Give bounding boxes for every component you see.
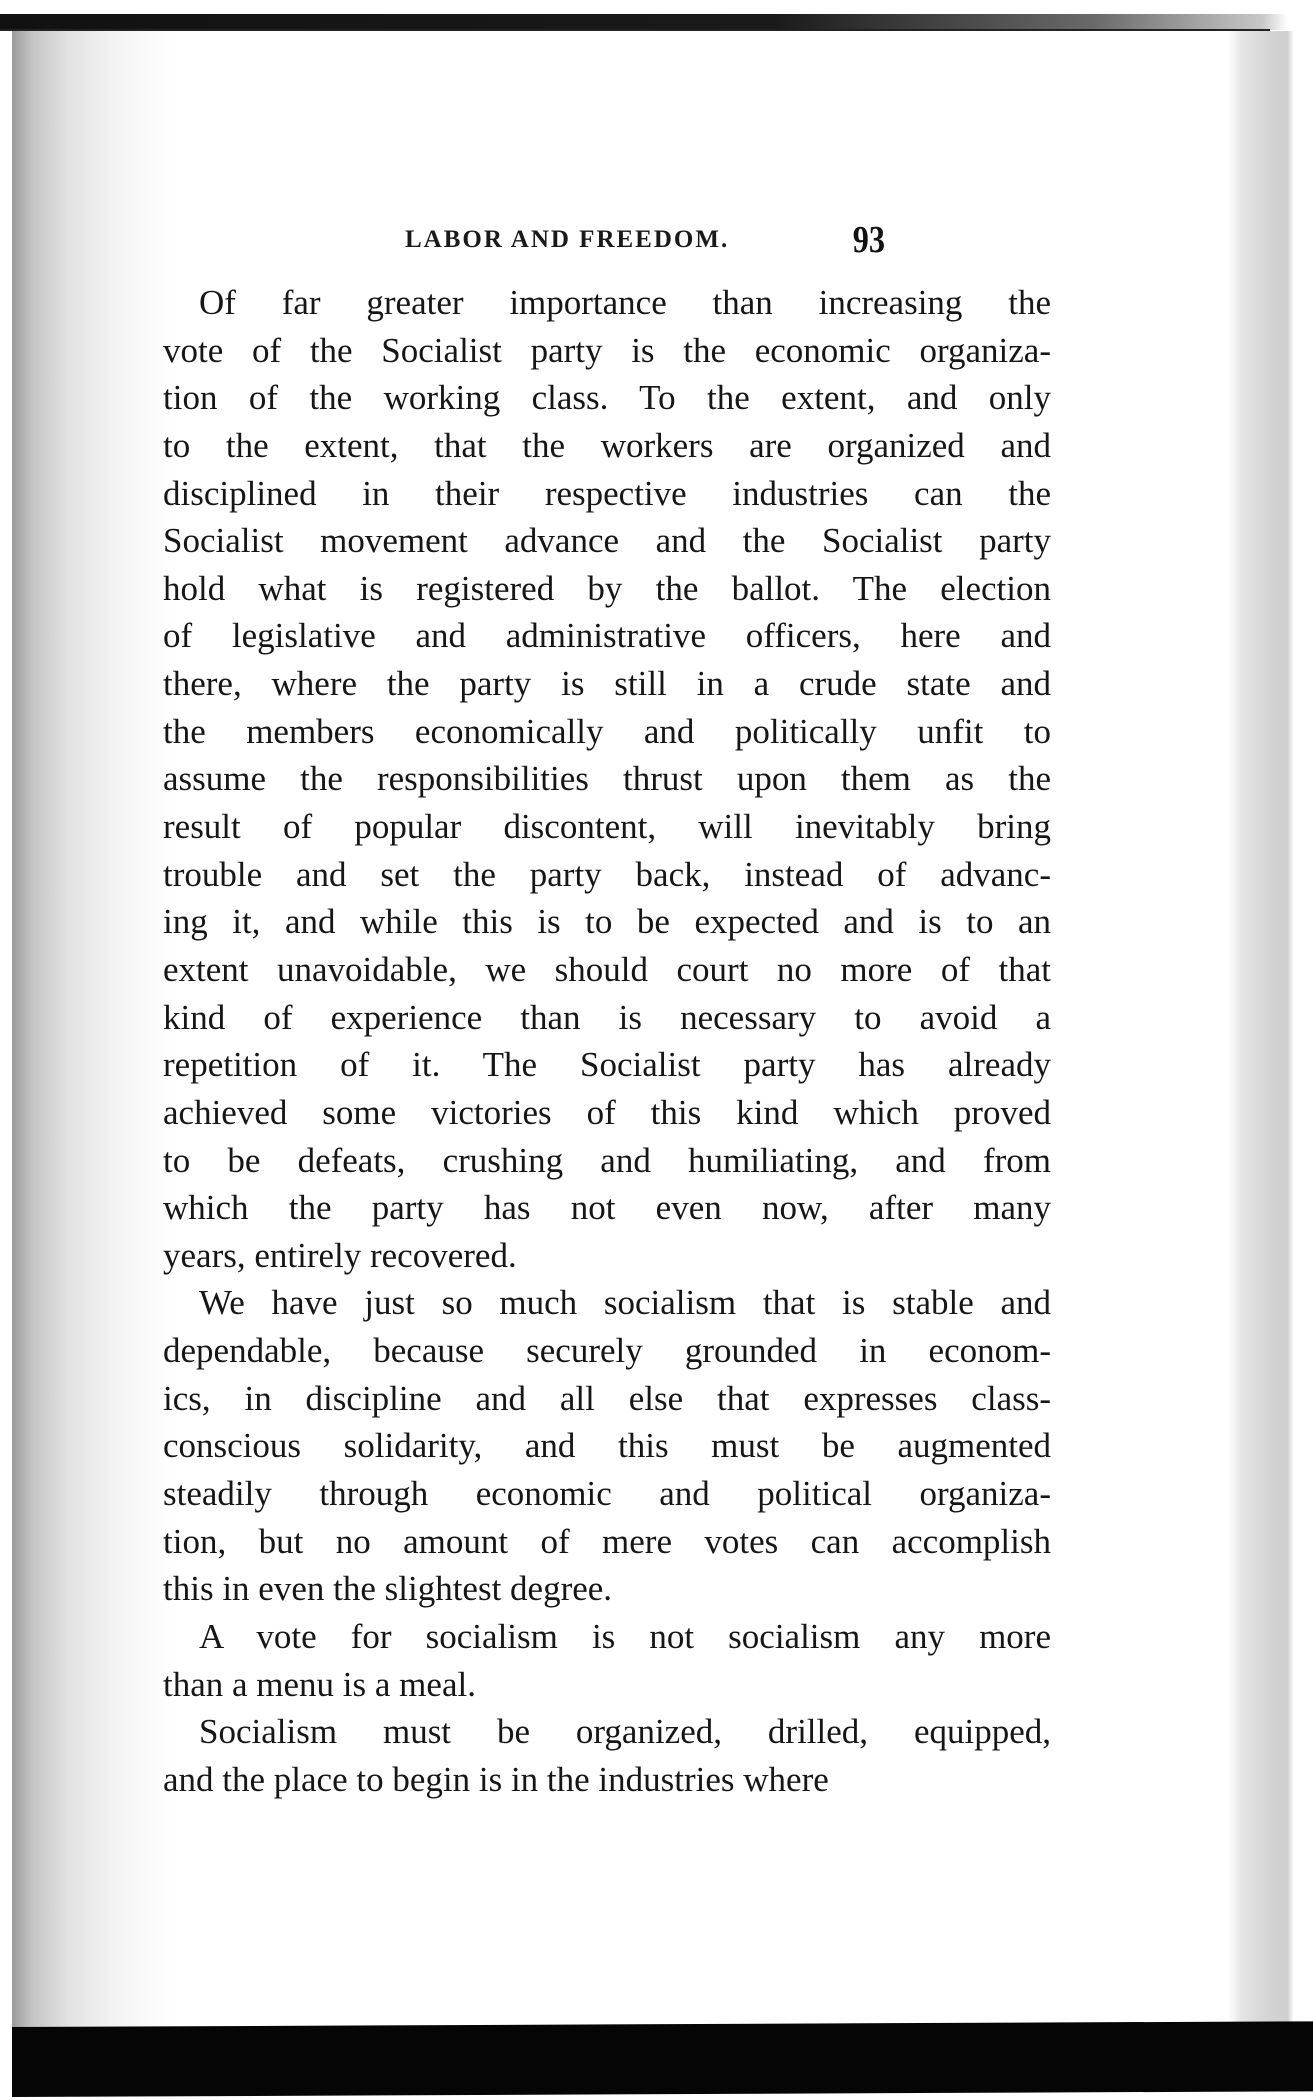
- text-line: kind of experience than is necessary to avoid a: [163, 997, 1051, 1037]
- text-line: vote of the Socialist party is the economic organiza-: [163, 330, 1051, 370]
- text-line: tion, but no amount of mere votes can accomplish: [163, 1521, 1051, 1561]
- text-line: to be defeats, crushing and humiliating, and from: [163, 1140, 1051, 1180]
- text-line: tion of the working class. To the extent, and only: [163, 378, 1051, 418]
- text-line: extent unavoidable, we should court no more of that: [163, 949, 1051, 989]
- paragraph: [163, 1613, 1051, 1708]
- text-line: which the party has not even now, after many: [163, 1188, 1051, 1228]
- text-line: conscious solidarity, and this must be augmented: [163, 1426, 1051, 1466]
- text-line: trouble and set the party back, instead of advanc-: [163, 854, 1051, 894]
- page-number: 93: [852, 219, 885, 261]
- scan-bottom-edge: [12, 2021, 1313, 2097]
- text-line: years, entirely recovered.: [163, 1235, 517, 1275]
- text-line: to the extent, that the workers are organized and: [163, 425, 1051, 465]
- page-top-border: [0, 29, 1270, 31]
- text-line: disciplined in their respective industries can the: [163, 473, 1051, 513]
- text-line: repetition of it. The Socialist party has already: [163, 1045, 1051, 1085]
- paragraph: [163, 279, 1051, 1279]
- page-edge-shadow: [1228, 31, 1294, 2027]
- text-line: We have just so much socialism that is stable and: [199, 1283, 1051, 1323]
- text-line: Of far greater importance than increasing the: [199, 283, 1051, 322]
- text-line: A vote for socialism is not socialism any more: [199, 1616, 1051, 1656]
- text-line: result of popular discontent, will inevitably bring: [163, 807, 1051, 847]
- text-line: ing it, and while this is to be expected and is to an: [163, 902, 1051, 942]
- running-title: LABOR AND FREEDOM.: [405, 226, 730, 253]
- text-line: ics, in discipline and all else that expresses class-: [163, 1378, 1051, 1418]
- text-line: achieved some victories of this kind which proved: [163, 1092, 1051, 1132]
- paragraph: [163, 1279, 1051, 1612]
- text-line: the members economically and politically unfit to: [163, 711, 1051, 751]
- text-line: this in even the slightest degree.: [163, 1569, 613, 1609]
- running-head: [163, 218, 1051, 261]
- text-line: Socialist movement advance and the Socialist party: [163, 521, 1051, 561]
- text-line: there, where the party is still in a crude state and: [163, 664, 1051, 704]
- text-line: dependable, because securely grounded in econom-: [163, 1331, 1051, 1371]
- text-line: hold what is registered by the ballot. The election: [163, 568, 1051, 608]
- scan-top-edge: [0, 14, 1288, 30]
- text-line: assume the responsibilities thrust upon them as the: [163, 759, 1051, 799]
- binding-shadow: [12, 31, 172, 2027]
- text-line: than a menu is a meal.: [163, 1664, 476, 1704]
- text-line: and the place to begin is in the industries where: [163, 1759, 829, 1799]
- text-line: steadily through economic and political organiza-: [163, 1474, 1051, 1514]
- text-line: of legislative and administrative officers, here and: [163, 616, 1051, 656]
- paragraph: [163, 1708, 1051, 1803]
- text-line: Socialism must be organized, drilled, equipped,: [199, 1712, 1051, 1752]
- body-text: [163, 279, 1051, 1804]
